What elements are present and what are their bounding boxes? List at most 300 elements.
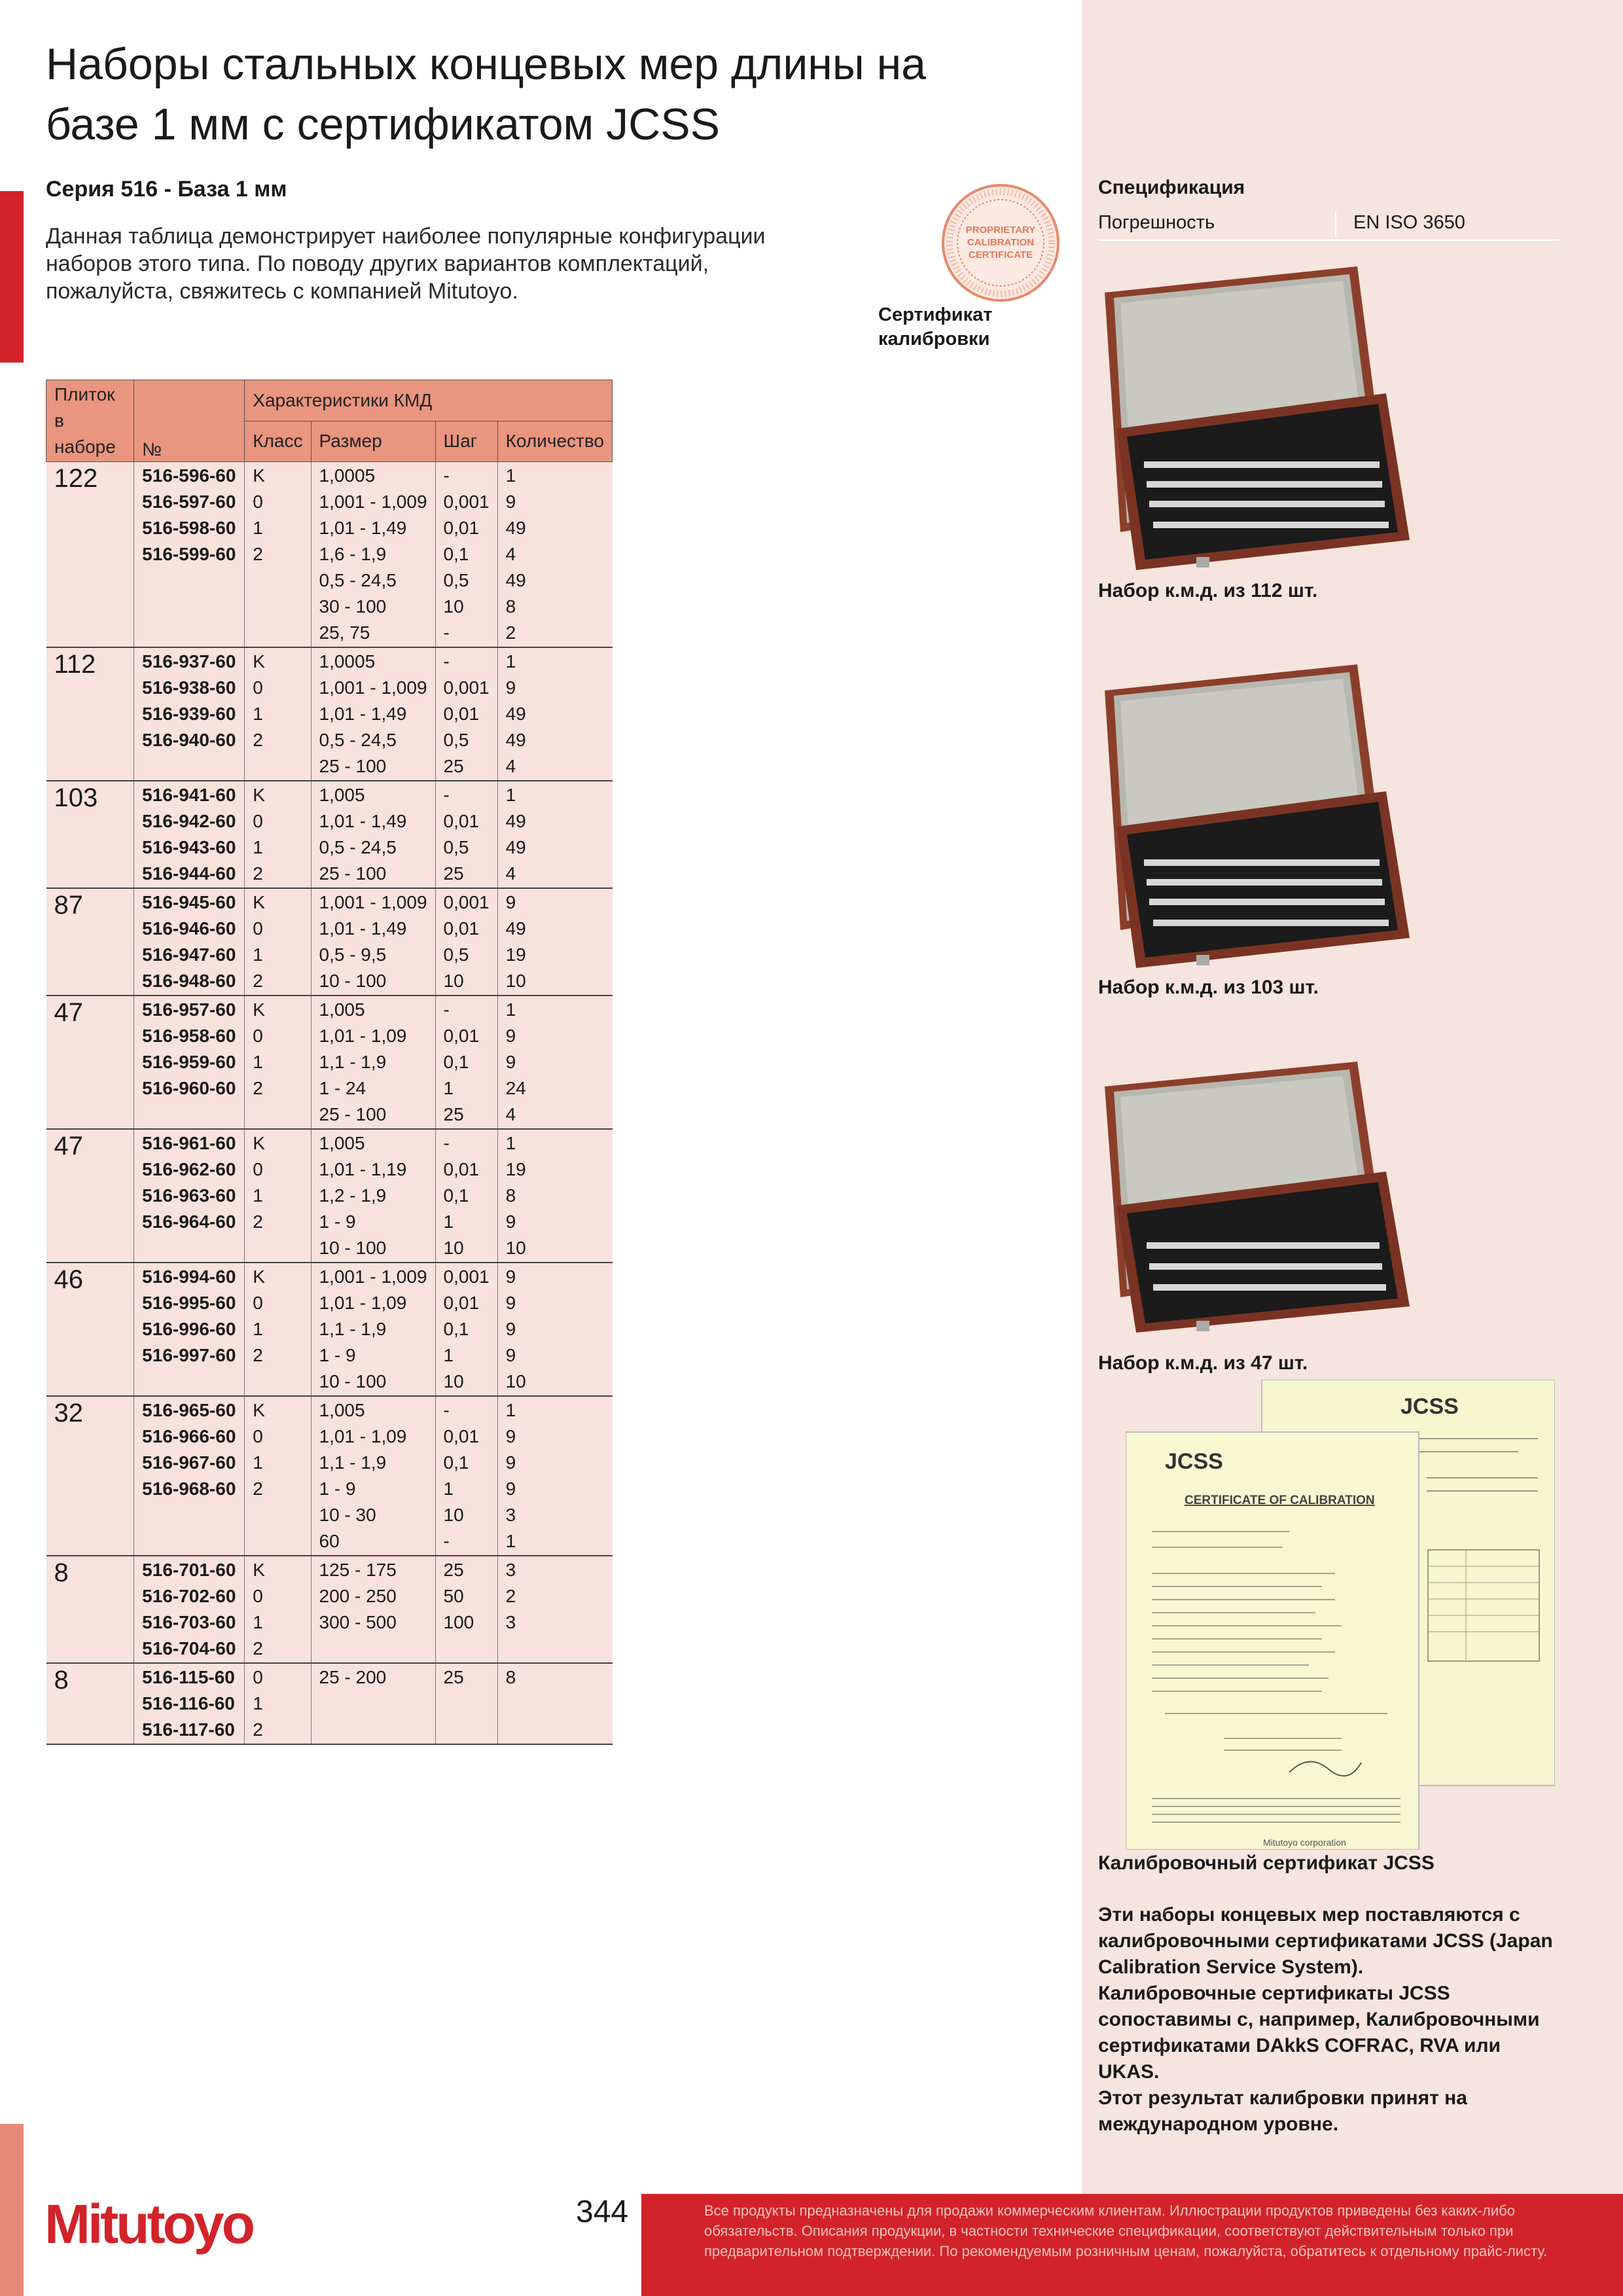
class-value: 0 bbox=[253, 677, 263, 698]
quantity-value: 9 bbox=[505, 492, 516, 512]
class-cell bbox=[245, 1556, 311, 1663]
part-number-value: 516-943-60 bbox=[142, 837, 236, 857]
quantity-value: 4 bbox=[505, 863, 516, 884]
step-value: - bbox=[443, 465, 450, 486]
page-title: Наборы стальных концевых мер длины на базе 1 мм с сертификатом JCSS bbox=[46, 39, 926, 149]
part-number-value: 516-959-60 bbox=[142, 1052, 236, 1072]
table-row bbox=[46, 1396, 613, 1556]
size-value: 1,1 - 1,9 bbox=[319, 1052, 387, 1072]
step-value: 0,01 bbox=[443, 1026, 480, 1046]
class-value: 1 bbox=[253, 1452, 263, 1473]
class-value: 1 bbox=[253, 518, 263, 538]
quantity-cell bbox=[497, 1129, 612, 1263]
part-number-value: 516-937-60 bbox=[142, 651, 236, 672]
step-cell bbox=[435, 1263, 497, 1396]
part-number-value: 516-701-60 bbox=[142, 1560, 236, 1580]
gauge-block-set-image bbox=[1098, 1060, 1411, 1335]
size-value: 1,001 - 1,009 bbox=[319, 892, 427, 912]
part-number-value: 516-965-60 bbox=[142, 1400, 236, 1420]
quantity-value: 1 bbox=[505, 651, 516, 672]
step-value: 0,5 bbox=[443, 730, 469, 750]
size-value: 10 - 30 bbox=[319, 1505, 376, 1525]
size-value: 0,5 - 24,5 bbox=[319, 730, 397, 750]
quantity-cell bbox=[497, 996, 612, 1129]
size-cell bbox=[311, 1129, 435, 1263]
step-value: 1 bbox=[443, 1211, 454, 1232]
quantity-value: 4 bbox=[505, 544, 516, 564]
size-value: 10 - 100 bbox=[319, 971, 387, 991]
size-value: 10 - 100 bbox=[319, 1371, 387, 1391]
part-number-value: 516-940-60 bbox=[142, 730, 236, 750]
step-value: - bbox=[443, 785, 450, 805]
step-value: 100 bbox=[443, 1612, 474, 1632]
part-number-value: 516-963-60 bbox=[142, 1185, 236, 1206]
size-value: 1,01 - 1,49 bbox=[319, 918, 407, 939]
class-value: K bbox=[253, 465, 265, 486]
part-number-value: 516-598-60 bbox=[142, 518, 236, 538]
class-value: 2 bbox=[253, 1479, 263, 1499]
page-number: 344 bbox=[576, 2195, 629, 2229]
size-value: 1,001 - 1,009 bbox=[319, 677, 427, 698]
step-cell bbox=[435, 647, 497, 781]
quantity-value: 24 bbox=[505, 1078, 526, 1098]
certificate-description bbox=[1098, 1902, 1556, 2138]
quantity-value: 9 bbox=[505, 1266, 516, 1287]
part-number-value: 516-703-60 bbox=[142, 1612, 236, 1632]
size-value: 25 - 200 bbox=[319, 1667, 387, 1687]
class-value: 1 bbox=[253, 1052, 263, 1072]
class-value: 1 bbox=[253, 1185, 263, 1206]
step-cell bbox=[435, 1129, 497, 1263]
step-value: 0,1 bbox=[443, 1452, 469, 1473]
size-value: 1,005 bbox=[319, 1400, 365, 1420]
part-number-cell bbox=[134, 1663, 245, 1744]
size-value: 125 - 175 bbox=[319, 1560, 397, 1580]
step-cell bbox=[435, 1663, 497, 1744]
tiles-cell: 112 bbox=[46, 647, 134, 781]
size-value: 0,5 - 24,5 bbox=[319, 570, 397, 590]
part-number-value: 516-960-60 bbox=[142, 1078, 236, 1098]
product-caption: Набор к.м.д. из 112 шт. bbox=[1098, 580, 1318, 601]
step-cell bbox=[435, 996, 497, 1129]
quantity-value: 2 bbox=[505, 1586, 516, 1606]
part-number-value: 516-704-60 bbox=[142, 1638, 236, 1659]
part-number-value: 516-941-60 bbox=[142, 785, 236, 805]
size-value: 1,01 - 1,49 bbox=[319, 704, 407, 724]
quantity-cell bbox=[497, 1663, 612, 1744]
class-value: 0 bbox=[253, 1293, 263, 1313]
part-number-cell bbox=[134, 1556, 245, 1663]
part-number-value: 516-967-60 bbox=[142, 1452, 236, 1473]
quantity-cell bbox=[497, 888, 612, 996]
step-value: 25 bbox=[443, 756, 464, 776]
class-value: 1 bbox=[253, 944, 263, 965]
step-value: 25 bbox=[443, 1667, 464, 1687]
size-cell bbox=[311, 1556, 435, 1663]
part-number-value: 516-996-60 bbox=[142, 1319, 236, 1339]
table-row bbox=[46, 888, 613, 996]
size-cell bbox=[311, 888, 435, 996]
size-value: 25 - 100 bbox=[319, 756, 387, 776]
accent-bar-bottom bbox=[0, 2124, 24, 2296]
part-number-value: 516-948-60 bbox=[142, 971, 236, 991]
class-value: K bbox=[253, 1560, 265, 1580]
size-value: 60 bbox=[319, 1531, 340, 1551]
step-value: 0,5 bbox=[443, 570, 469, 590]
size-value: 1 - 9 bbox=[319, 1211, 356, 1232]
size-value: 1,01 - 1,09 bbox=[319, 1293, 407, 1313]
table-row bbox=[46, 781, 613, 888]
quantity-value: 19 bbox=[505, 944, 526, 965]
part-number-value: 516-942-60 bbox=[142, 811, 236, 831]
quantity-value: 2 bbox=[505, 622, 516, 643]
stamp-line: CALIBRATION bbox=[967, 237, 1035, 248]
step-value: 0,01 bbox=[443, 518, 480, 538]
part-number-value: 516-997-60 bbox=[142, 1345, 236, 1365]
spec-label: Погрешность bbox=[1098, 212, 1215, 233]
calibration-stamp-icon bbox=[940, 182, 1061, 304]
step-cell bbox=[435, 888, 497, 996]
step-value: - bbox=[443, 999, 450, 1020]
part-number-value: 516-957-60 bbox=[142, 999, 236, 1020]
step-value: 10 bbox=[443, 971, 464, 991]
size-value: 1,1 - 1,9 bbox=[319, 1452, 387, 1473]
step-value: 0,01 bbox=[443, 1159, 480, 1179]
step-value: 0,5 bbox=[443, 944, 469, 965]
quantity-cell bbox=[497, 1556, 612, 1663]
quantity-value: 3 bbox=[505, 1612, 516, 1632]
size-value: 30 - 100 bbox=[319, 596, 387, 617]
quantity-value: 19 bbox=[505, 1159, 526, 1179]
quantity-value: 9 bbox=[505, 1293, 516, 1313]
step-value: 0,01 bbox=[443, 1293, 480, 1313]
quantity-cell bbox=[497, 647, 612, 781]
size-value: 1,0005 bbox=[319, 465, 376, 486]
step-value: 0,1 bbox=[443, 1319, 469, 1339]
quantity-value: 8 bbox=[505, 1185, 516, 1206]
class-value: 0 bbox=[253, 1426, 263, 1446]
certificate-caption: Калибровочный сертификат JCSS bbox=[1098, 1852, 1435, 1874]
quantity-value: 9 bbox=[505, 1211, 516, 1232]
part-number-value: 516-939-60 bbox=[142, 704, 236, 724]
size-cell bbox=[311, 996, 435, 1129]
quantity-value: 9 bbox=[505, 1479, 516, 1499]
spec-heading: Спецификация bbox=[1098, 177, 1245, 198]
step-value: 0,001 bbox=[443, 492, 490, 512]
step-value: 0,001 bbox=[443, 677, 490, 698]
step-value: 0,1 bbox=[443, 1185, 469, 1206]
class-value: 0 bbox=[253, 1026, 263, 1046]
part-number-cell bbox=[134, 647, 245, 781]
part-number-value: 516-966-60 bbox=[142, 1426, 236, 1446]
size-value: 0,5 - 24,5 bbox=[319, 837, 397, 857]
step-value: - bbox=[443, 622, 450, 643]
part-number-value: 516-947-60 bbox=[142, 944, 236, 965]
step-cell bbox=[435, 1396, 497, 1556]
quantity-value: 49 bbox=[505, 918, 526, 939]
gauge-block-set-image bbox=[1098, 265, 1411, 573]
step-cell bbox=[435, 462, 497, 648]
part-number-value: 516-946-60 bbox=[142, 918, 236, 939]
step-value: 0,001 bbox=[443, 1266, 490, 1287]
header-characteristics: Характеристики КМД bbox=[245, 380, 613, 422]
step-value: 0,01 bbox=[443, 918, 480, 939]
step-value: 10 bbox=[443, 1371, 464, 1391]
class-cell bbox=[245, 1263, 311, 1396]
part-number-value: 516-958-60 bbox=[142, 1026, 236, 1046]
quantity-cell bbox=[497, 462, 612, 648]
size-value: 200 - 250 bbox=[319, 1586, 397, 1606]
class-value: K bbox=[253, 999, 265, 1020]
tiles-cell: 8 bbox=[46, 1663, 134, 1744]
step-value: 1 bbox=[443, 1479, 454, 1499]
part-number-cell bbox=[134, 781, 245, 888]
tiles-cell: 87 bbox=[46, 888, 134, 996]
size-cell bbox=[311, 1663, 435, 1744]
quantity-cell bbox=[497, 781, 612, 888]
class-value: 2 bbox=[253, 1211, 263, 1232]
series-subtitle: Серия 516 - База 1 мм bbox=[46, 177, 287, 202]
mitutoyo-logo bbox=[45, 2196, 306, 2255]
class-value: 0 bbox=[253, 1667, 263, 1687]
class-value: 2 bbox=[253, 730, 263, 750]
stamp-caption: Сертификат калибровки bbox=[878, 304, 993, 350]
quantity-value: 1 bbox=[505, 999, 516, 1020]
table-row bbox=[46, 1129, 613, 1263]
size-value: 1,001 - 1,009 bbox=[319, 492, 427, 512]
quantity-value: 10 bbox=[505, 1238, 526, 1258]
certificate-text-line: Эти наборы концевых мер поставляются с калибровочными сертификатами JCSS (Japan Calibration Service System). bbox=[1098, 1904, 1553, 1978]
step-value: 0,01 bbox=[443, 1426, 480, 1446]
size-cell bbox=[311, 462, 435, 648]
header-step: Шаг bbox=[435, 421, 497, 462]
class-value: 2 bbox=[253, 971, 263, 991]
step-cell bbox=[435, 781, 497, 888]
quantity-value: 9 bbox=[505, 1452, 516, 1473]
class-value: 0 bbox=[253, 1586, 263, 1606]
gauge-block-set-image bbox=[1098, 663, 1411, 971]
table-row bbox=[46, 1263, 613, 1396]
quantity-value: 10 bbox=[505, 1371, 526, 1391]
quantity-value: 49 bbox=[505, 518, 526, 538]
size-value: 1 - 24 bbox=[319, 1078, 366, 1098]
class-value: 2 bbox=[253, 544, 263, 564]
class-cell bbox=[245, 888, 311, 996]
header-class: Класс bbox=[245, 421, 311, 462]
quantity-value: 49 bbox=[505, 570, 526, 590]
accent-bar bbox=[0, 191, 24, 363]
part-number-cell bbox=[134, 462, 245, 648]
class-value: 0 bbox=[253, 492, 263, 512]
class-value: 2 bbox=[253, 1345, 263, 1365]
step-value: 0,01 bbox=[443, 704, 480, 724]
quantity-value: 9 bbox=[505, 892, 516, 912]
quantity-value: 49 bbox=[505, 730, 526, 750]
quantity-value: 1 bbox=[505, 465, 516, 486]
part-number-cell bbox=[134, 996, 245, 1129]
size-value: 25 - 100 bbox=[319, 1104, 387, 1124]
tiles-cell: 103 bbox=[46, 781, 134, 888]
size-value: 1,2 - 1,9 bbox=[319, 1185, 387, 1206]
part-number-value: 516-596-60 bbox=[142, 465, 236, 486]
size-value: 1,0005 bbox=[319, 651, 376, 672]
part-number-value: 516-945-60 bbox=[142, 892, 236, 912]
step-value: - bbox=[443, 1531, 450, 1551]
quantity-value: 9 bbox=[505, 1426, 516, 1446]
quantity-value: 3 bbox=[505, 1505, 516, 1525]
quantity-value: 49 bbox=[505, 837, 526, 857]
class-value: 2 bbox=[253, 1638, 263, 1659]
cert-doc-header: JCSS bbox=[1400, 1394, 1459, 1419]
step-value: 10 bbox=[443, 1238, 464, 1258]
step-value: 0,01 bbox=[443, 811, 480, 831]
part-number-cell bbox=[134, 1263, 245, 1396]
quantity-value: 8 bbox=[505, 1667, 516, 1687]
part-number-cell bbox=[134, 1129, 245, 1263]
size-value: 1,01 - 1,09 bbox=[319, 1426, 407, 1446]
step-value: 25 bbox=[443, 1104, 464, 1124]
tiles-cell: 122 bbox=[46, 462, 134, 648]
stamp-line: CERTIFICATE bbox=[968, 249, 1033, 260]
step-value: 0,1 bbox=[443, 1052, 469, 1072]
quantity-value: 49 bbox=[505, 811, 526, 831]
size-value: 1,001 - 1,009 bbox=[319, 1266, 427, 1287]
size-value: 25 - 100 bbox=[319, 863, 387, 884]
part-number-value: 516-964-60 bbox=[142, 1211, 236, 1232]
class-cell bbox=[245, 996, 311, 1129]
table-body bbox=[46, 462, 613, 1745]
class-cell bbox=[245, 1129, 311, 1263]
quantity-value: 9 bbox=[505, 1026, 516, 1046]
size-value: 1 - 9 bbox=[319, 1345, 356, 1365]
step-value: 10 bbox=[443, 1505, 464, 1525]
class-value: K bbox=[253, 1400, 265, 1420]
class-value: K bbox=[253, 892, 265, 912]
part-number-value: 516-702-60 bbox=[142, 1586, 236, 1606]
class-value: 1 bbox=[253, 704, 263, 724]
certificate-text-line: Этот результат калибровки принят на международном уровне. bbox=[1098, 2087, 1467, 2135]
quantity-value: 4 bbox=[505, 1104, 516, 1124]
table-row bbox=[46, 1556, 613, 1663]
product-caption: Набор к.м.д. из 47 шт. bbox=[1098, 1352, 1308, 1374]
part-number-value: 516-962-60 bbox=[142, 1159, 236, 1179]
size-value: 1,005 bbox=[319, 999, 365, 1020]
class-cell bbox=[245, 1663, 311, 1744]
part-number-value: 516-944-60 bbox=[142, 863, 236, 884]
header-number: № bbox=[134, 380, 245, 462]
class-value: K bbox=[253, 1133, 265, 1153]
product-caption: Набор к.м.д. из 103 шт. bbox=[1098, 977, 1319, 998]
size-cell bbox=[311, 1396, 435, 1556]
step-value: 1 bbox=[443, 1078, 454, 1098]
footer-disclaimer: Все продукты предназначены для продажи коммерческим клиентам. Иллюстрации продуктов приведены без каких-либо обязательств. Описания продукции, в частности технические спецификации, соответствуют действительным только при предварительном подтверждении. По рекомендуемым розничным ценам, пожалуйста, обратитесь к отдельному прайс-листу. bbox=[704, 2202, 1548, 2259]
certificate-text-line: Калибровочные сертификаты JCSS сопоставимы с, например, Калибровочными сертификатами DAkkS COFRAC, RVA или UKAS. bbox=[1098, 1982, 1540, 2083]
quantity-value: 9 bbox=[505, 1345, 516, 1365]
tiles-cell: 32 bbox=[46, 1396, 134, 1556]
part-number-cell bbox=[134, 888, 245, 996]
part-number-value: 516-995-60 bbox=[142, 1293, 236, 1313]
part-number-value: 516-994-60 bbox=[142, 1266, 236, 1287]
size-value: 1 - 9 bbox=[319, 1479, 356, 1499]
step-value: 10 bbox=[443, 596, 464, 617]
part-number-value: 516-961-60 bbox=[142, 1133, 236, 1153]
intro-paragraph: Данная таблица демонстрирует наиболее популярные конфигурации наборов этого типа. По поводу других вариантов комплектаций, пожалуйста, свяжитесь с компанией Mitutoyo. bbox=[46, 224, 766, 304]
quantity-cell bbox=[497, 1396, 612, 1556]
size-cell bbox=[311, 1263, 435, 1396]
spec-divider bbox=[1335, 211, 1336, 237]
quantity-value: 1 bbox=[505, 1531, 516, 1551]
spec-value: EN ISO 3650 bbox=[1353, 212, 1465, 233]
size-value: 300 - 500 bbox=[319, 1612, 397, 1632]
quantity-value: 8 bbox=[505, 596, 516, 617]
class-value: K bbox=[253, 1266, 265, 1287]
class-value: 2 bbox=[253, 1719, 263, 1740]
class-cell bbox=[245, 781, 311, 888]
jcss-certificate-image bbox=[1126, 1380, 1555, 1850]
cert-doc-header: JCSS bbox=[1165, 1449, 1223, 1474]
class-cell bbox=[245, 647, 311, 781]
quantity-value: 9 bbox=[505, 1052, 516, 1072]
cert-doc-footer: Mitutoyo corporation bbox=[1263, 1837, 1346, 1848]
cert-doc-title: CERTIFICATE OF CALIBRATION bbox=[1185, 1494, 1375, 1507]
class-value: 1 bbox=[253, 1693, 263, 1713]
part-number-value: 516-968-60 bbox=[142, 1479, 236, 1499]
size-value: 1,1 - 1,9 bbox=[319, 1319, 387, 1339]
class-value: 1 bbox=[253, 1612, 263, 1632]
step-value: - bbox=[443, 651, 450, 672]
quantity-value: 1 bbox=[505, 1400, 516, 1420]
part-number-value: 516-116-60 bbox=[142, 1693, 235, 1713]
table-row bbox=[46, 996, 613, 1129]
size-value: 10 - 100 bbox=[319, 1238, 387, 1258]
step-value: 0,5 bbox=[443, 837, 469, 857]
step-value: 25 bbox=[443, 863, 464, 884]
class-cell bbox=[245, 1396, 311, 1556]
size-value: 1,01 - 1,19 bbox=[319, 1159, 407, 1179]
header-tiles: Плиток в наборе bbox=[46, 380, 134, 462]
size-cell bbox=[311, 781, 435, 888]
step-value: 0,1 bbox=[443, 544, 469, 564]
quantity-cell bbox=[497, 1263, 612, 1396]
part-number-value: 516-938-60 bbox=[142, 677, 236, 698]
class-value: 2 bbox=[253, 1078, 263, 1098]
quantity-value: 3 bbox=[505, 1560, 516, 1580]
part-number-cell bbox=[134, 1396, 245, 1556]
quantity-value: 1 bbox=[505, 785, 516, 805]
quantity-value: 1 bbox=[505, 1133, 516, 1153]
class-value: 0 bbox=[253, 918, 263, 939]
stamp-line: PROPRIETARY bbox=[965, 224, 1036, 236]
class-value: 1 bbox=[253, 1319, 263, 1339]
part-number-value: 516-599-60 bbox=[142, 544, 236, 564]
logo-text: Mitutoyo bbox=[45, 2196, 253, 2255]
size-cell bbox=[311, 647, 435, 781]
size-value: 0,5 - 9,5 bbox=[319, 944, 387, 965]
tiles-cell: 47 bbox=[46, 996, 134, 1129]
tiles-cell: 8 bbox=[46, 1556, 134, 1663]
part-number-value: 516-117-60 bbox=[142, 1719, 235, 1740]
class-value: K bbox=[253, 785, 265, 805]
table-row bbox=[46, 462, 613, 648]
step-value: 1 bbox=[443, 1345, 454, 1365]
size-value: 25, 75 bbox=[319, 622, 370, 643]
gauge-set-table bbox=[46, 380, 613, 1745]
size-value: 1,005 bbox=[319, 1133, 365, 1153]
table-row bbox=[46, 647, 613, 781]
quantity-value: 10 bbox=[505, 971, 526, 991]
class-value: 0 bbox=[253, 811, 263, 831]
quantity-value: 4 bbox=[505, 756, 516, 776]
